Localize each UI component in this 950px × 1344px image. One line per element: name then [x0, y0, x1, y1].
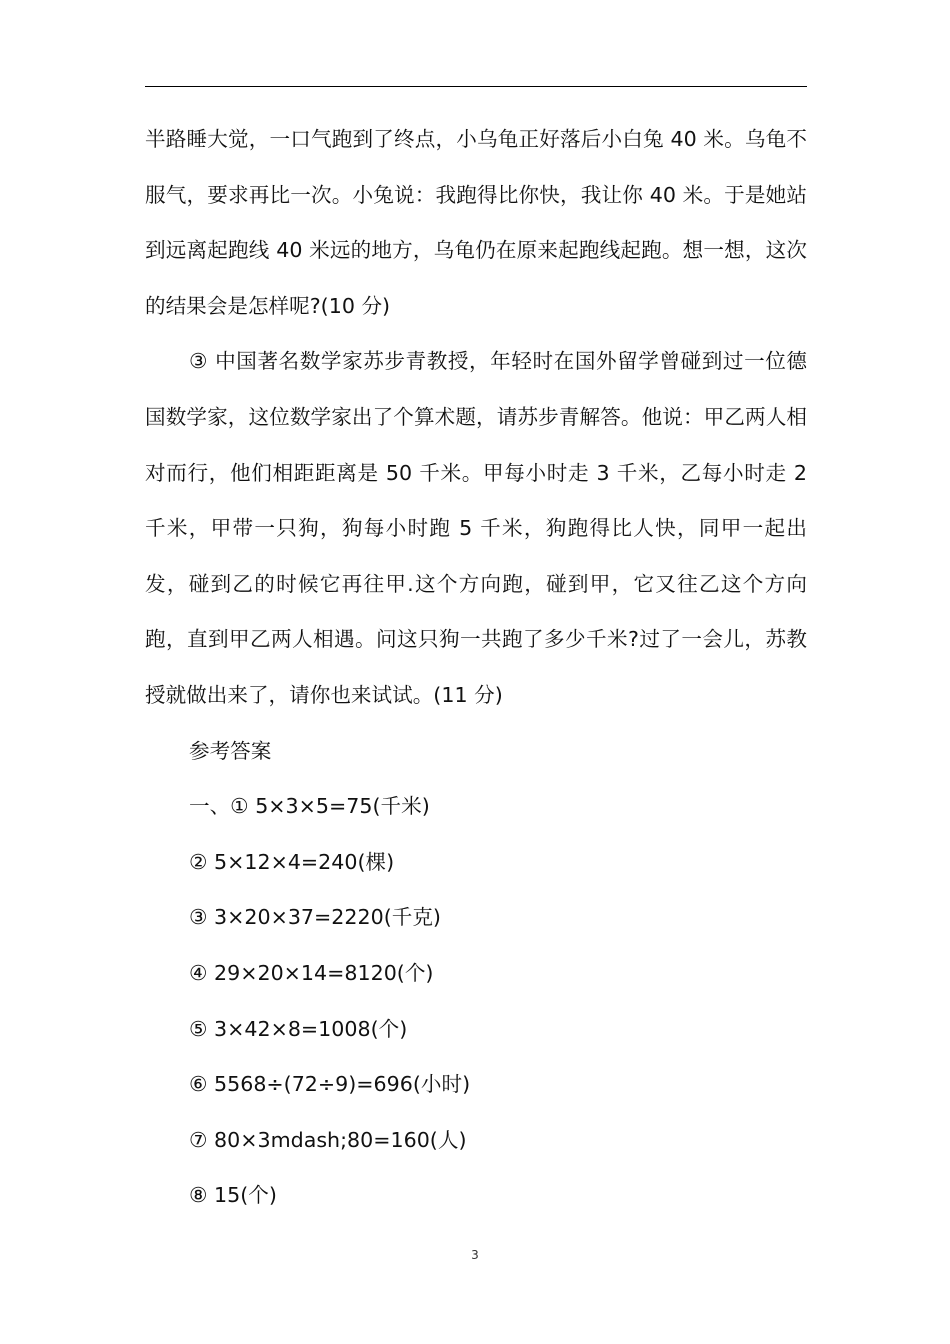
- paragraph-dog-problem: ③ 中国著名数学家苏步青教授，年轻时在国外留学曾碰到过一位德国数学家，这位数学家出了个算术题，请苏步青解答。他说：甲乙两人相对而行，他们相距距离是 50 千米。甲每小时走 3 千米，乙每小时走 2 千米，甲带一只狗，狗每小时跑 5 千米，狗跑得比人快，同甲一起出发，碰到乙的时候它再往甲.这个方向跑，碰到甲，它又往乙这个方向跑，直到甲乙两人相遇。问这只狗一共跑了多少千米?过了一会儿，苏教授就做出来了，请你也来试试。(11 分): [145, 349, 807, 707]
- header-rule: [145, 86, 807, 87]
- answer-line-1: 一、① 5×3×5=75(千米): [189, 794, 430, 819]
- answer-line-3: ③ 3×20×37=2220(千克): [189, 905, 441, 930]
- answer-list: [145, 779, 807, 1224]
- paragraph-race-problem: 半路睡大觉，一口气跑到了终点，小乌龟正好落后小白兔 40 米。乌龟不服气，要求再比一次。小兔说：我跑得比你快，我让你 40 米。于是她站到远离起跑线 40 米远的地方，乌龟仍在原来起跑线起跑。想一想，这次的结果会是怎样呢?(10 分): [145, 127, 807, 318]
- page-number: 3: [471, 1248, 479, 1262]
- answer-line-2: ② 5×12×4=240(棵): [189, 849, 395, 874]
- answer-line-5: ⑤ 3×42×8=1008(个): [189, 1016, 408, 1041]
- document-body: [145, 112, 807, 1224]
- answer-line-6: ⑥ 5568÷(72÷9)=696(小时): [189, 1072, 471, 1097]
- answer-line-7: ⑦ 80×3mdash;80=160(人): [189, 1127, 467, 1152]
- answer-line-8: ⑧ 15(个): [189, 1183, 277, 1208]
- answer-heading: 参考答案: [189, 738, 272, 763]
- answer-section: [145, 724, 807, 1224]
- answer-line-4: ④ 29×20×14=8120(个): [189, 960, 434, 985]
